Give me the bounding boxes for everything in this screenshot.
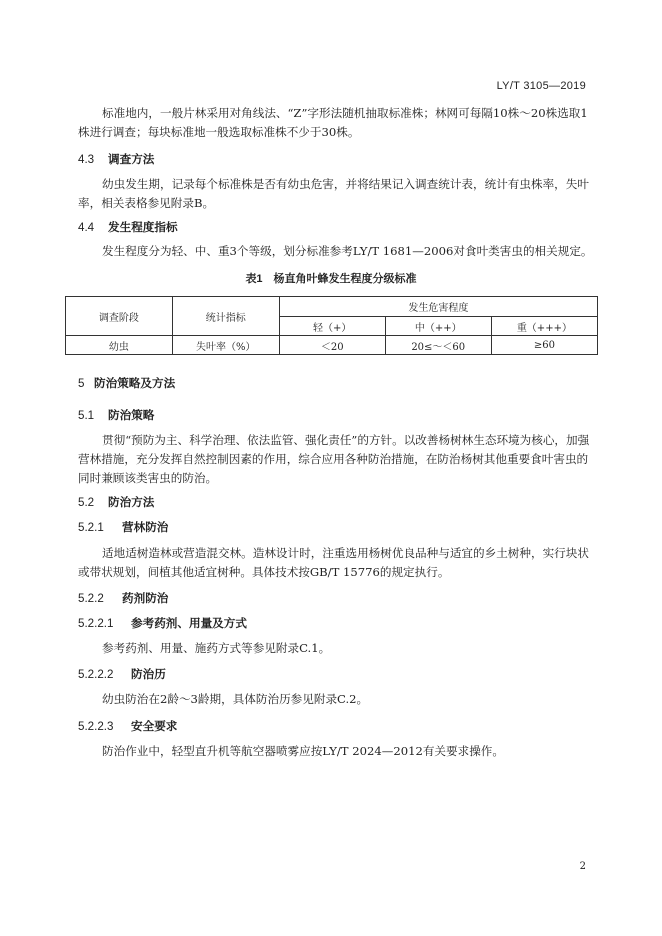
paragraph-5-2-2-3: 防治作业中，轻型直升机等航空器喷雾应按LY/T 2024—2012有关要求操作。 [102,744,504,758]
cell-light: ＜20 [279,336,385,355]
table-caption: 表1 杨直角叶蜂发生程度分级标准 [245,273,417,285]
severity-table [65,296,598,355]
paragraph-5-2-2-2: 幼虫防治在2龄～3龄期，具体防治历参见附录C.2。 [102,692,369,706]
heading-5-2-2-1: 5.2.2.1 参考药剂、用量及方式 [78,617,247,630]
cell-index: 失叶率（%） [172,336,279,355]
paragraph-sampling: 标准地内，一般片林采用对角线法、“Z”字形法随机抽取标准株；林网可每隔10株～20株选取1株进行调查；每块标准地一般选取标准株不少于30株。 [78,106,588,139]
heading-5-2-2-2: 5.2.2.2 防治历 [78,668,166,681]
cell-stage: 幼虫 [66,336,173,355]
paragraph-4-3: 幼虫发生期，记录每个标准株是否有幼虫危害，并将结果记入调查统计表，统计有虫株率，失叶率，相关表格参见附录B。 [78,177,589,210]
paragraph-5-1: 贯彻“预防为主、科学治理、依法监管、强化责任”的方针。以改善杨树林生态环境为核心，加强营林措施，充分发挥自然控制因素的作用，综合应用各种防治措施，在防治杨树其他重要食叶害虫的同时兼顾该类害虫的防治。 [78,433,590,485]
level-medium: 中（++） [385,317,491,336]
cell-heavy: ≥60 [491,336,597,355]
cell-medium: 20≤～＜60 [385,336,491,355]
standard-number: LY/T 3105—2019 [496,80,586,92]
page-number: 2 [579,861,586,872]
header-stage: 调查阶段 [66,297,173,336]
heading-5-2-2: 5.2.2 药剂防治 [78,592,169,605]
heading-5-2-2-3: 5.2.2.3 安全要求 [78,720,178,733]
heading-4-4: 4.4 发生程度指标 [78,221,178,234]
paragraph-4-4: 发生程度分为轻、中、重3个等级，划分标准参考LY/T 1681—2006对食叶类害虫的相关规定。 [102,244,593,258]
heading-5-2-1: 5.2.1 营林防治 [78,521,169,534]
heading-5-2: 5.2 防治方法 [78,496,155,509]
heading-5: 5 防治策略及方法 [78,377,176,390]
level-heavy: 重（+++） [491,317,597,336]
heading-4-3: 4.3 调查方法 [78,153,155,166]
table-row [66,336,598,355]
level-light: 轻（+） [279,317,385,336]
paragraph-5-2-1: 适地适树造林或营造混交林。造林设计时，注重选用杨树优良品种与适宜的乡土树种，实行块状或带状规划，间植其他适宜树种。具体技术按GB/T 15776的规定执行。 [78,546,589,579]
heading-5-1: 5.1 防治策略 [78,409,155,422]
header-index: 统计指标 [172,297,279,336]
header-degree: 发生危害程度 [279,297,597,317]
paragraph-5-2-2-1: 参考药剂、用量、施药方式等参见附录C.1。 [102,641,331,655]
